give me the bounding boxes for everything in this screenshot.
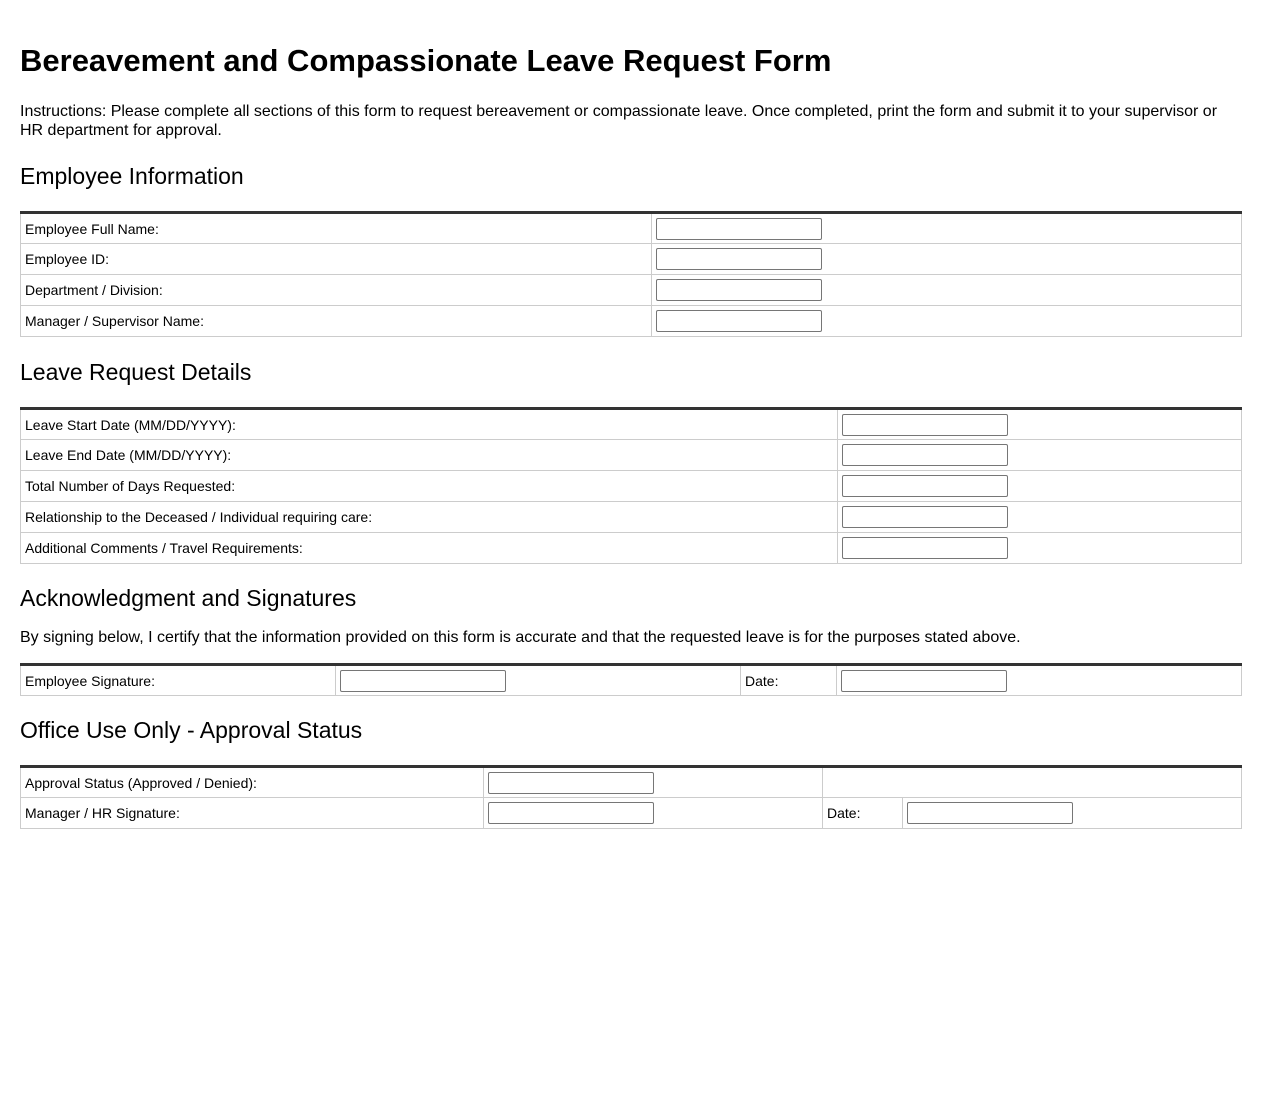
table-row [21,665,1242,696]
leave-details-heading: Leave Request Details [20,359,252,385]
total-days-field[interactable] [842,475,1008,497]
office-use-heading: Office Use Only - Approval Status [20,717,363,743]
employee-signature-field[interactable] [340,670,506,692]
table-row [21,533,1242,564]
table-row [21,409,1242,440]
table-row [21,306,1242,337]
approval-date-field[interactable] [907,802,1073,824]
leave-start-date-field[interactable] [842,414,1008,436]
relationship-label: Relationship to the Deceased / Individual requiring care: [21,502,838,533]
acknowledgment-text: By signing below, I certify that the information provided on this form is accurate and that the requested leave is for the purposes stated above. [20,629,1021,646]
manager-name-field[interactable] [656,310,822,332]
manager-hr-signature-label: Manager / HR Signature: [21,798,484,829]
department-field[interactable] [656,279,822,301]
employee-signature-label: Employee Signature: [21,665,336,696]
manager-name-label: Manager / Supervisor Name: [21,306,652,337]
instructions-text: Instructions: Please complete all sections of this form to request bereavement or compassionate leave. Once completed, print the form and submit it to your supervisor or HR department for approval. [20,103,1218,139]
table-row [21,502,1242,533]
employee-info-heading: Employee Information [20,163,244,189]
table-row [21,275,1242,306]
office-use-table [20,765,1242,829]
acknowledgment-heading: Acknowledgment and Signatures [20,585,357,611]
relationship-field[interactable] [842,506,1008,528]
approval-status-label: Approval Status (Approved / Denied): [21,767,484,798]
approval-status-field[interactable] [488,772,654,794]
table-row [21,767,1242,798]
leave-start-date-label: Leave Start Date (MM/DD/YYYY): [21,409,838,440]
department-label: Department / Division: [21,275,652,306]
leave-end-date-label: Leave End Date (MM/DD/YYYY): [21,440,838,471]
manager-hr-signature-field[interactable] [488,802,654,824]
employee-date-field[interactable] [841,670,1007,692]
employee-full-name-field[interactable] [656,218,822,240]
employee-date-label: Date: [741,665,837,696]
total-days-label: Total Number of Days Requested: [21,471,838,502]
employee-id-label: Employee ID: [21,244,652,275]
table-row [21,471,1242,502]
table-row [21,213,1242,244]
employee-full-name-label: Employee Full Name: [21,213,652,244]
additional-comments-field[interactable] [842,537,1008,559]
page-title: Bereavement and Compassionate Leave Request Form [20,43,832,78]
leave-details-table [20,407,1242,564]
employee-id-field[interactable] [656,248,822,270]
additional-comments-label: Additional Comments / Travel Requirements: [21,533,838,564]
approval-date-label: Date: [823,798,903,829]
table-row [21,798,1242,829]
leave-end-date-field[interactable] [842,444,1008,466]
employee-info-table [20,211,1242,337]
signature-table [20,663,1242,696]
table-row [21,244,1242,275]
table-row [21,440,1242,471]
